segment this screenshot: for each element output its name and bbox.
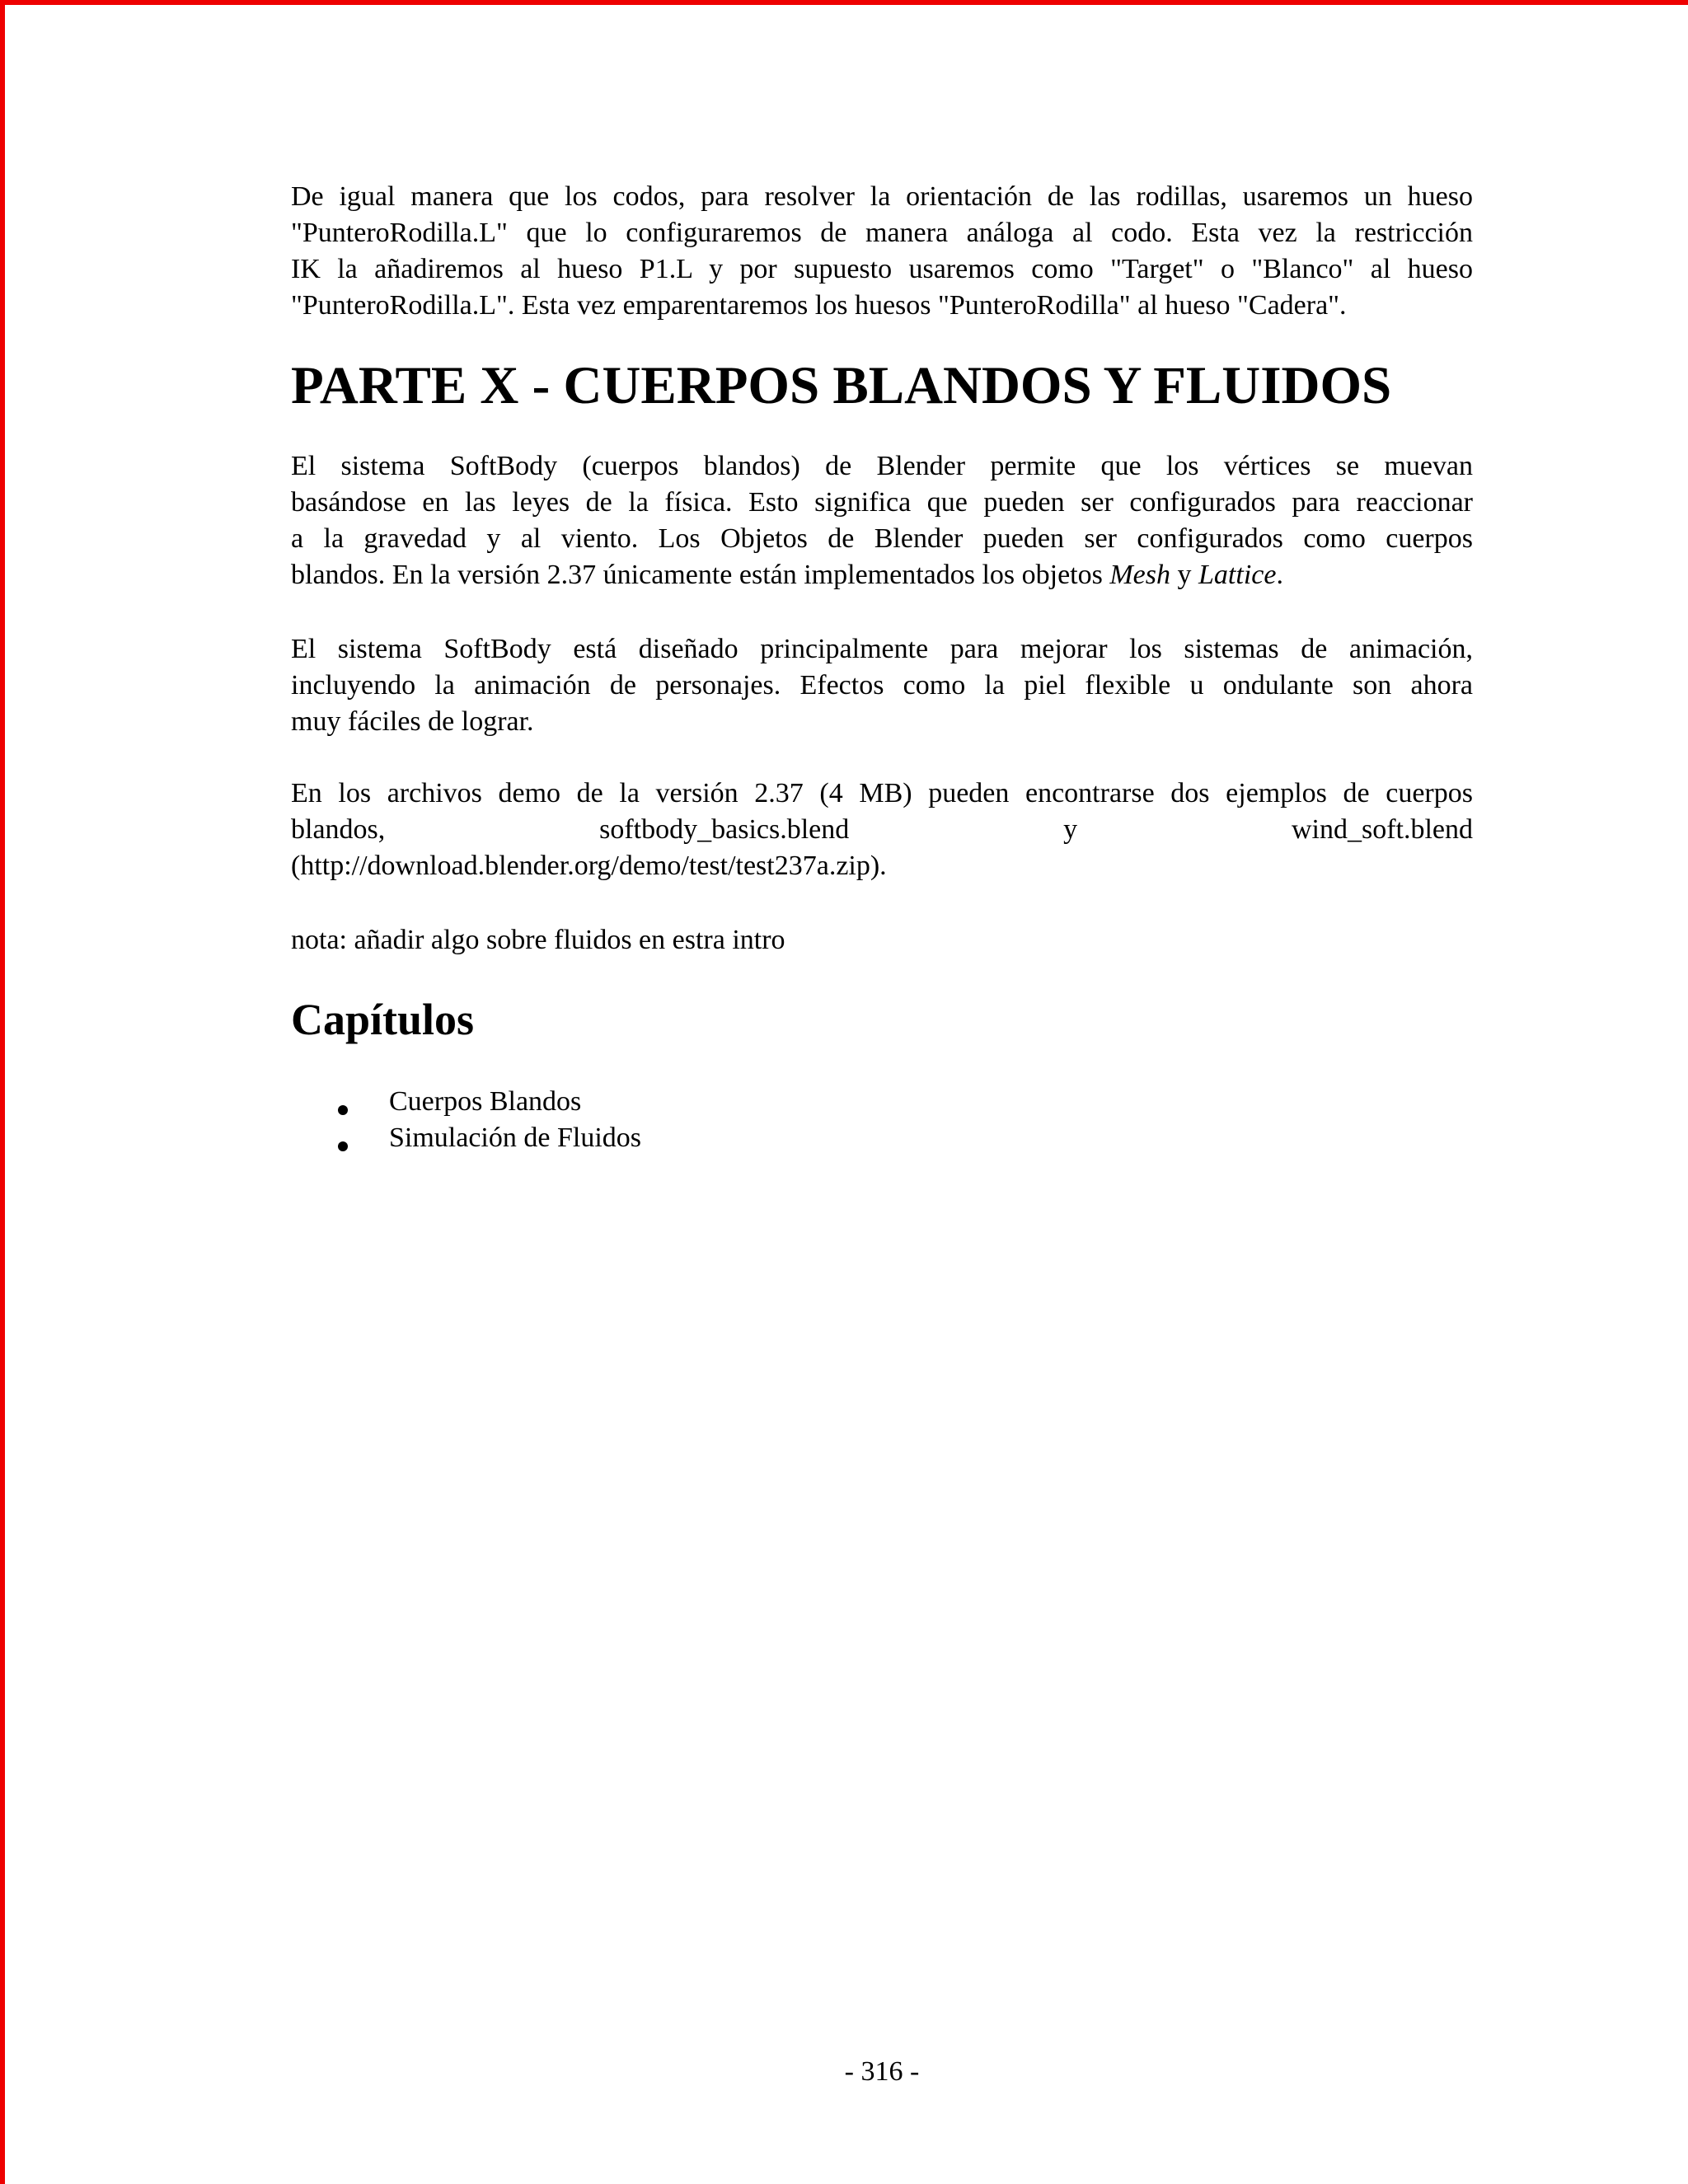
- text-column: [291, 179, 1473, 1156]
- bullet-icon: [338, 1105, 348, 1115]
- paragraph-line: "PunteroRodilla.L". Esta vez emparentaremos los huesos "PunteroRodilla" al hueso "Cadera".: [291, 290, 1347, 321]
- paragraph-line: blandos, softbody_basics.blend y wind_soft.blend: [291, 814, 1473, 845]
- note-line: nota: añadir algo sobre fluidos en estra intro: [291, 925, 785, 955]
- paragraph-line: De igual manera que los codos, para resolver la orientación de las rodillas, usaremos un hueso: [291, 181, 1473, 212]
- softbody-animation-paragraph: [291, 631, 1473, 740]
- paragraph-line: IK la añadiremos al hueso P1.L y por supuesto usaremos como "Target" o "Blanco" al hueso: [291, 254, 1473, 284]
- bullet-icon: [338, 1141, 348, 1151]
- paragraph-line: El sistema SoftBody está diseñado principalmente para mejorar los sistemas de animación,: [291, 634, 1473, 664]
- page-number-footer: - 316 -: [844, 2056, 920, 2087]
- paragraph-line: "PunteroRodilla.L" que lo configuraremos de manera análoga al codo. Esta vez la restricción: [291, 218, 1473, 248]
- paragraph-line: En los archivos demo de la versión 2.37 (4 MB) pueden encontrarse dos ejemplos de cuerpos: [291, 778, 1473, 808]
- chapters-heading: Capítulos: [291, 995, 475, 1044]
- part-heading: PARTE X - CUERPOS BLANDOS Y FLUIDOS: [291, 356, 1392, 415]
- page-left-red-border: [0, 0, 5, 2184]
- chapters-list: [291, 1084, 1473, 1156]
- softbody-overview-paragraph: [291, 448, 1473, 593]
- list-item-label: Cuerpos Blandos: [389, 1086, 582, 1117]
- demo-files-paragraph: [291, 776, 1473, 884]
- paragraph-line: basándose en las leyes de la física. Esto significa que pueden ser configurados para reaccionar: [291, 487, 1473, 518]
- paragraph-line: a la gravedad y al viento. Los Objetos de Blender pueden ser configurados como cuerpos: [291, 523, 1473, 554]
- paragraph-line: blandos. En la versión 2.37 únicamente están implementados los objetos Mesh y Lattice.: [291, 560, 1283, 590]
- intro-paragraph: [291, 179, 1473, 324]
- list-item: [291, 1120, 1473, 1156]
- page-top-red-border: [0, 0, 1688, 5]
- list-item: [291, 1084, 1473, 1120]
- paragraph-line: incluyendo la animación de personajes. Efectos como la piel flexible u ondulante son ahora: [291, 670, 1473, 701]
- paragraph-line: El sistema SoftBody (cuerpos blandos) de Blender permite que los vértices se muevan: [291, 451, 1473, 481]
- paragraph-line: muy fáciles de lograr.: [291, 706, 534, 737]
- list-item-label: Simulación de Fluidos: [389, 1122, 641, 1153]
- paragraph-line: (http://download.blender.org/demo/test/test237a.zip).: [291, 851, 887, 881]
